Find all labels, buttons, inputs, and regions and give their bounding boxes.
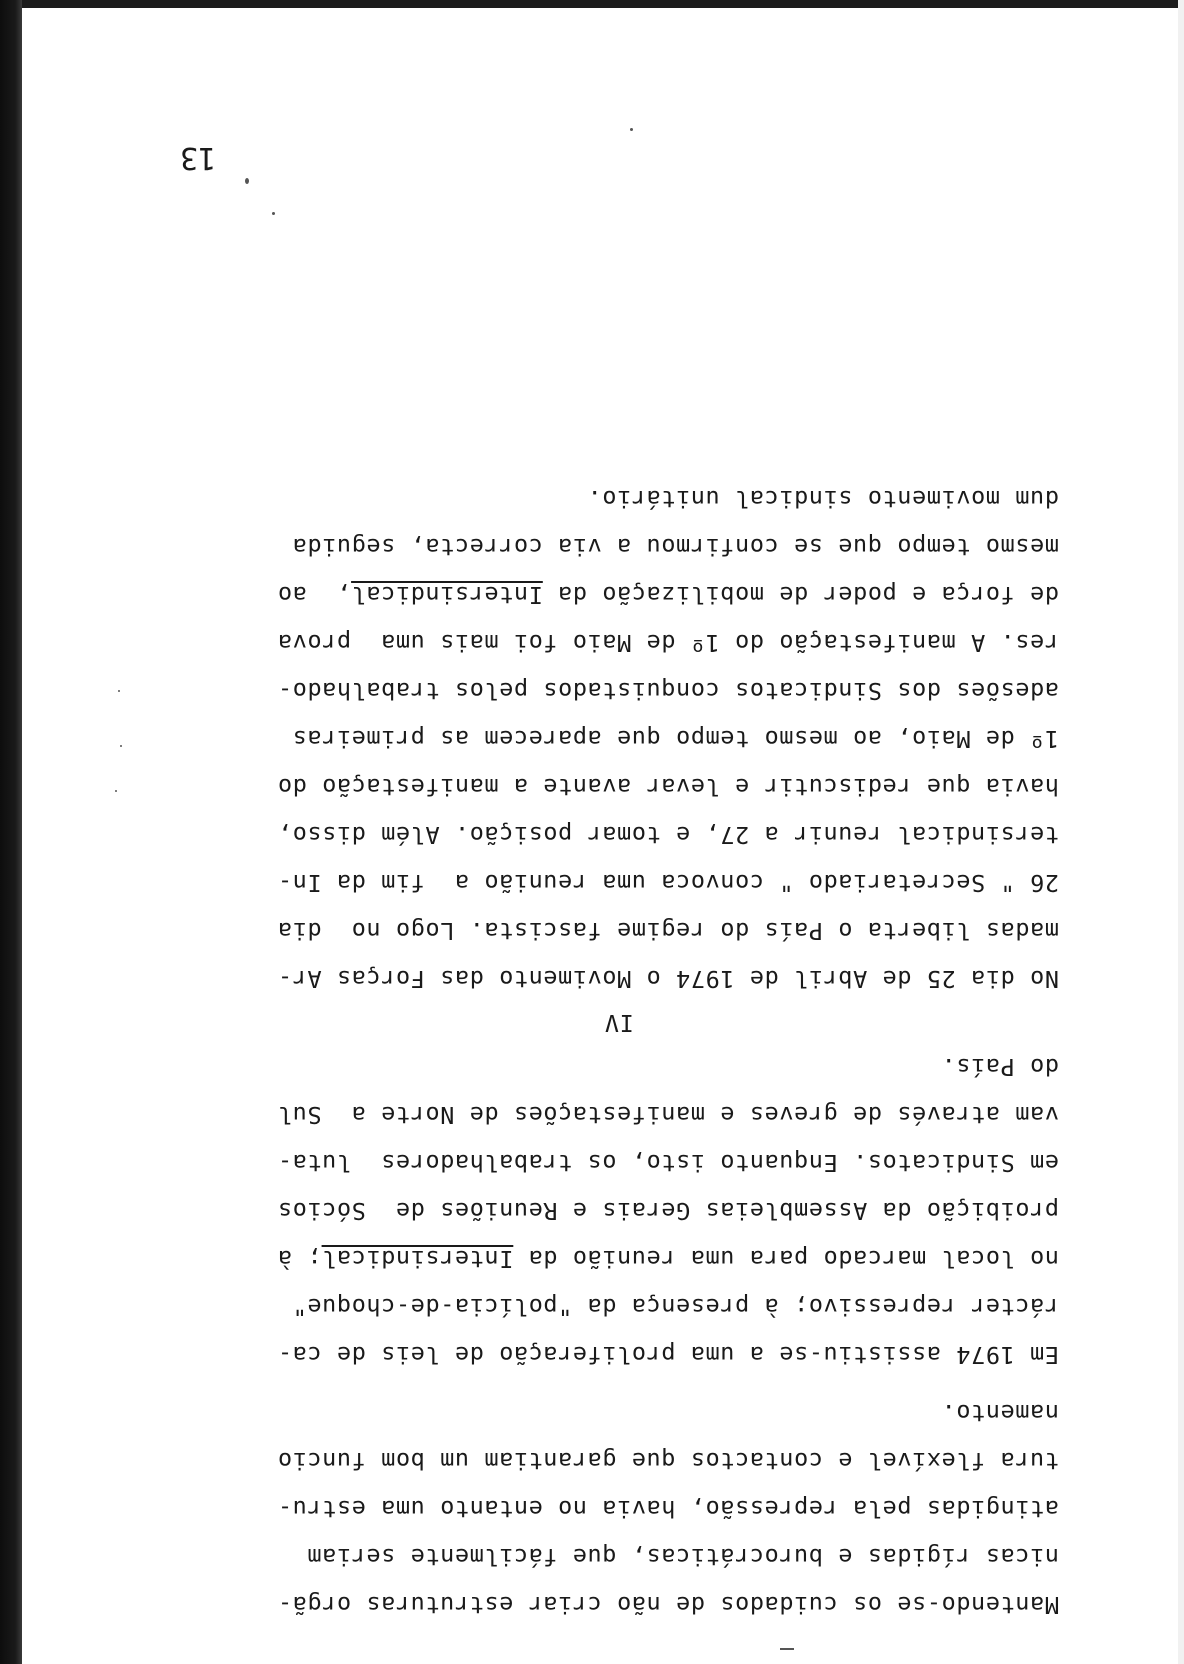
text-line: rácter repressivo; à presença da "polícia-de-choque" [292,1293,1059,1321]
text-line: em Sindicatos. Enquanto isto, os trabalhadores luta- [277,1149,1059,1177]
text-line: madas liberta o País do regime fascista. Logo no dia [277,917,1059,945]
text-line: de força e poder de mobilização da Intersindical, ao [277,581,1059,609]
text-line: namento. [941,1399,1059,1427]
text-line: no local marcado para uma reunião da Intersindical; à [277,1245,1059,1273]
page-number: 13 [180,140,217,175]
scan-speck [120,745,122,747]
scan-speck [115,790,117,792]
section-heading: IV [604,1009,634,1037]
text-line: vam através de greves e manifestações de Norte a Sul [277,1101,1059,1129]
text-line: proibição da Assembleias Gerais e Reuniões de Sócios [277,1197,1059,1225]
scan-speck [272,212,275,215]
text-line: res. A manifestação do 1º de Maio foi mais uma prova [277,629,1059,657]
text-line: Mantendo-se os cuidados de não criar estruturas orgã- [277,1591,1059,1619]
text-line: 26 " Secretariado " convoca uma reunião a fim da In- [277,869,1059,897]
text-line: do País. [941,1053,1059,1081]
text-line: dum movimento sindical unitário. [587,485,1059,513]
text-line: nicas rígidas e burocráticas, que fácilmente seriam [306,1543,1059,1571]
text-line: 1º de Maio, ao mesmo tempo que aparecem as primeiras [292,725,1059,753]
text-line: No dia 25 de Abril de 1974 o Movimento das Forças Ar- [277,965,1059,993]
text-line: tura flexível e contactos que garantiam um bom funcio [277,1447,1059,1475]
text-line: atingidas pela repressão, havia no entanto uma estru- [277,1495,1059,1523]
text-line: mesmo tempo que se confirmou a via correcta, seguida [292,533,1059,561]
scan-speck [780,1648,794,1650]
text-line: havia que rediscutir e levar avante a manifestação do [277,773,1059,801]
scan-speck [118,690,120,692]
body-text [139,475,1059,1629]
scan-speck [630,128,633,131]
text-line: adesões dos Sindicatos conquistados pelos trabalhado- [277,677,1059,705]
scan-speck [245,178,249,184]
text-line: tersindical reunir a 27, e tomar posição. Além disso, [277,821,1059,849]
text-line: Em 1974 assistiu-se a uma proliferação de leis de ca- [277,1341,1059,1369]
